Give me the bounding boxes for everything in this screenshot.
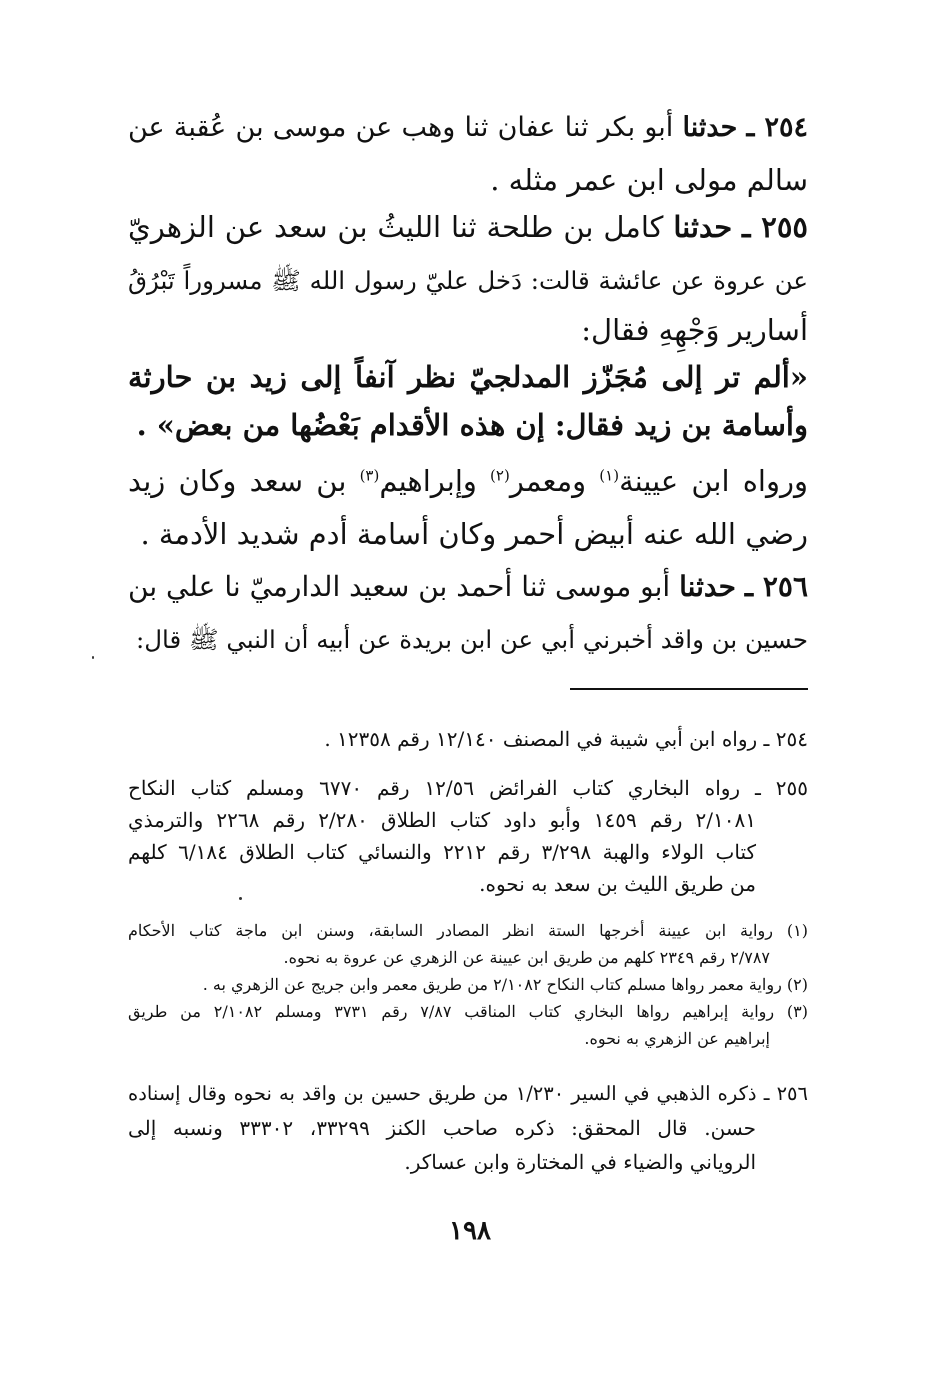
footnote-256-line-3: الروياني والضياء في المختارة وابن عساكر.: [404, 1150, 756, 1174]
footnote-256: [128, 1077, 808, 1179]
page-number: ١٩٨: [449, 1216, 491, 1246]
hadith-254-line-2: سالم مولى ابن عمر مثله .: [490, 163, 808, 197]
hadith-number: ٢٥٥ ـ: [742, 210, 809, 244]
sub-footnote-1-line-2: ٢/٧٨٧ رقم ٢٣٤٩ كلهم من طريق ابن عيينة عن الزهري عن عروة به نحوه.: [283, 948, 770, 967]
hadith-lead: حدثنا: [679, 570, 736, 603]
footnote-255-line-1: ٢٥٥ ـ رواه البخاري كتاب الفرائض ١٢/٥٦ رقم ٦٧٧٠ ومسلم كتاب النكاح: [128, 776, 808, 800]
footnote-255-line-2: ٢/١٠٨١ رقم ١٤٥٩ وأبو داود كتاب الطلاق ٢/٢٨٠ رقم ٢٢٦٨ والترمذي: [128, 808, 756, 832]
hadith-255-line-1: ٢٥٥ ـ حدثنا كامل بن طلحة ثنا الليثُ بن سعد عن الزهريّ: [128, 210, 809, 244]
hadith-lead: حدثنا: [682, 112, 738, 143]
hadith-254: [128, 101, 808, 207]
hadith-number: ٢٥٦ ـ: [744, 570, 808, 603]
footnote-ref-1[interactable]: (١): [599, 466, 620, 485]
sub-footnote-1-line-1: (١) رواية ابن عيينة أخرجها الستة انظر المصادر السابقة، وسنن ابن ماجة كتاب الأحكام: [128, 921, 809, 940]
footnote-256-line-1: ٢٥٦ ـ ذكره الذهبي في السير ١/٢٣٠ من طريق حسين بن واقد به نحوه وقال إسناده: [128, 1082, 808, 1105]
hadith-256-line-2: حسين بن واقد أخبرني أبي عن ابن بريدة عن أبيه أن النبي ﷺ قال:: [135, 625, 808, 654]
hadith-255-narration-2: رضي الله عنه أبيض أحمر وكان أسامة أدم شديد الأدمة .: [140, 517, 808, 551]
hadith-lead: حدثنا: [673, 210, 733, 244]
footnote-254-line: ٢٥٤ ـ رواه ابن أبي شيبة في المصنف ١٢/١٤٠ رقم ١٢٣٥٨ .: [324, 727, 808, 751]
sub-footnote-2: (٢) رواية معمر رواها مسلم كتاب النكاح ٢/١٠٨٢ من طريق معمر وابن جريج عن الزهري به .: [202, 975, 808, 994]
footnote-ref-2[interactable]: (٢): [490, 466, 510, 485]
hadith-256-line-1: ٢٥٦ ـ حدثنا أبو موسى ثنا أحمد بن سعيد الدارميّ نا علي بن: [128, 570, 808, 603]
hadith-254-line-1: ٢٥٤ ـ حدثنا أبو بكر ثنا عفان ثنا وهب عن موسى بن عُقبة عن: [128, 112, 808, 143]
hadith-255-quote-1: «ألم تر إلى مُجَزّز المدلجيّ نظر آنفاً إلى زيد بن حارثة: [128, 360, 808, 394]
hadith-255-line-3: أسارير وَجْهِهِ فقال:: [581, 313, 808, 347]
sub-footnotes: [128, 917, 808, 1052]
hadith-256: [128, 560, 808, 666]
footnote-256-line-2: حسن. قال المحقق: ذكره صاحب الكنز ٣٣٢٩٩، ٣٣٣٠٢ ونسبه إلى: [128, 1116, 757, 1140]
footnote-255: [128, 772, 808, 900]
scan-speck: [92, 656, 94, 659]
hadith-255-narration-1: ورواه ابن عيينة$^{(١)}$ ومعمر$^{(٢)}$ وإبراهيم$^{(٣)}$ بن سعد وكان زيد: [128, 464, 808, 498]
hadith-number: ٢٥٤ ـ: [746, 112, 808, 143]
footnote-254: [128, 723, 808, 755]
footnote-255-line-3: كتاب الولاء والهبة ٣/٢٩٨ رقم ٢٢١٢ والنسائي كتاب الطلاق ٦/١٨٤ كلهم: [128, 840, 757, 864]
hadith-255-line-2: عن عروة عن عائشة قالت: دَخل عليّ رسول الله ﷺ مسروراً تَبْرُقُ: [128, 266, 808, 295]
hadith-255-quote-2: وأسامة بن زيد فقال: إن هذه الأقدام بَعْضُها من بعض» .: [136, 408, 808, 442]
sub-footnote-3-line-1: (٣) رواية إبراهيم رواها البخاري كتاب المناقب ٧/٨٧ رقم ٣٧٣١ ومسلم ٢/١٠٨٢ من طريق: [128, 1002, 809, 1021]
footnote-ref-3[interactable]: (٣): [359, 466, 380, 485]
scan-speck: [239, 897, 242, 900]
hadith-255: [128, 201, 808, 561]
footnote-divider: [570, 688, 808, 690]
footnote-255-line-4: من طريق الليث بن سعد به نحوه.: [479, 872, 756, 896]
sub-footnote-3-line-2: إبراهيم عن الزهري به نحوه.: [584, 1029, 770, 1048]
